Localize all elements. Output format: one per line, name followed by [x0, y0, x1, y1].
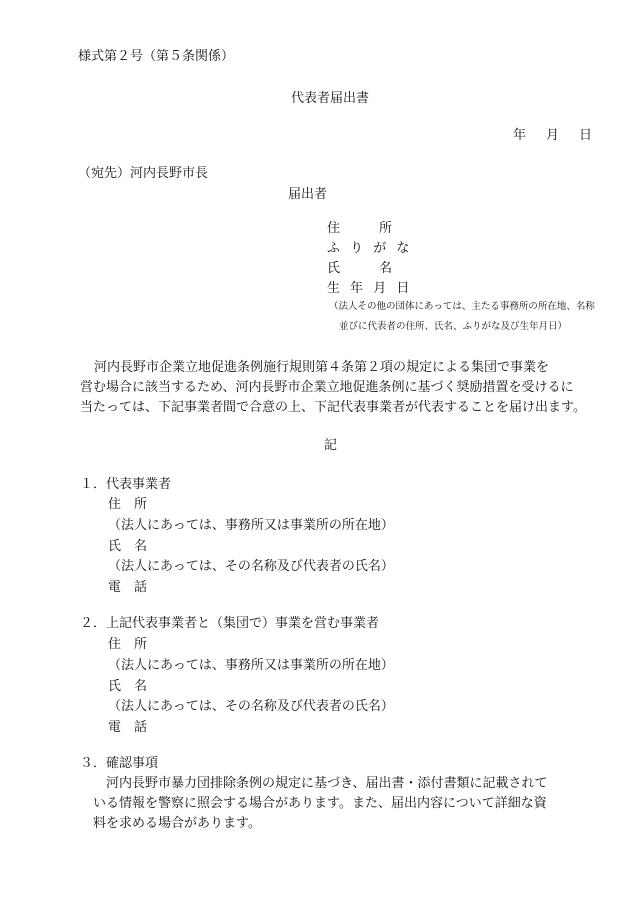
section1-title: 代表事業者 — [106, 477, 172, 492]
section1-address-label: 住 所 — [108, 497, 148, 512]
submitter-birthdate-label: 生 年 月 日 — [327, 281, 413, 296]
section3-line-3: 料を求める場合があります。 — [93, 816, 261, 831]
body-line-2: 営む場合に該当するため、河内長野市企業立地促進条例に基づく奨励措置を受けるに — [80, 380, 574, 395]
addressee: （宛先）河内長野市長 — [78, 166, 209, 181]
section2-name-note: （法人にあっては、その名称及び代表者の氏名） — [108, 699, 394, 714]
section2-name-label: 氏 名 — [108, 679, 148, 694]
submitter-label: 届出者 — [288, 187, 328, 202]
section1-name-label: 氏 名 — [108, 539, 148, 554]
date-month-label: 月 — [546, 128, 560, 143]
section1-number: １． — [80, 477, 107, 492]
body-line-3: 当たっては、下記事業者間で合意の上、下記代表事業者が代表することを届け出ます。 — [80, 400, 586, 415]
section3-number: ３． — [80, 756, 107, 771]
section3-heading — [80, 756, 158, 773]
section3-line-1: 河内長野市暴力団排除条例の規定に基づき、届出書・添付書類に記載されて — [106, 776, 548, 791]
section2-phone-label: 電 話 — [108, 720, 148, 735]
submitter-note-line1: （法人その他の団体にあっては、主たる事務所の所在地、名称 — [329, 301, 595, 312]
submitter-furigana-label: ふ り が な — [327, 241, 413, 256]
date-day-label: 日 — [579, 128, 593, 143]
date-line — [513, 128, 592, 145]
section2-number: ２． — [80, 616, 107, 631]
submitter-address-label: 住 所 — [327, 221, 393, 236]
section1-address-note: （法人にあっては、事務所又は事業所の所在地） — [108, 518, 394, 533]
submitter-note-line2: 並びに代表者の住所、氏名、ふりがな及び生年月日） — [339, 321, 568, 332]
section2-heading — [80, 616, 379, 633]
section2-title: 上記代表事業者と（集団で）事業を営む事業者 — [106, 616, 380, 631]
body-line-1: 河内長野市企業立地促進条例施行規則第４条第２項の規定による集団で事業を — [94, 360, 550, 375]
section1-name-note: （法人にあっては、その名称及び代表者の氏名） — [108, 559, 394, 574]
section2-address-label: 住 所 — [108, 637, 148, 652]
section3-title: 確認事項 — [106, 756, 159, 771]
section1-heading — [80, 477, 171, 494]
document-title: 代表者届出書 — [291, 91, 370, 106]
ki-heading: 記 — [324, 438, 338, 453]
form-number: 様式第２号（第５条関係） — [78, 49, 235, 64]
section2-address-note: （法人にあっては、事務所又は事業所の所在地） — [108, 658, 394, 673]
submitter-name-label: 氏 名 — [327, 261, 393, 276]
date-year-label: 年 — [513, 128, 527, 143]
section1-phone-label: 電 話 — [108, 580, 148, 595]
section3-line-2: いる情報を警察に照会する場合があります。また、届出内容について詳細な資 — [93, 796, 547, 811]
